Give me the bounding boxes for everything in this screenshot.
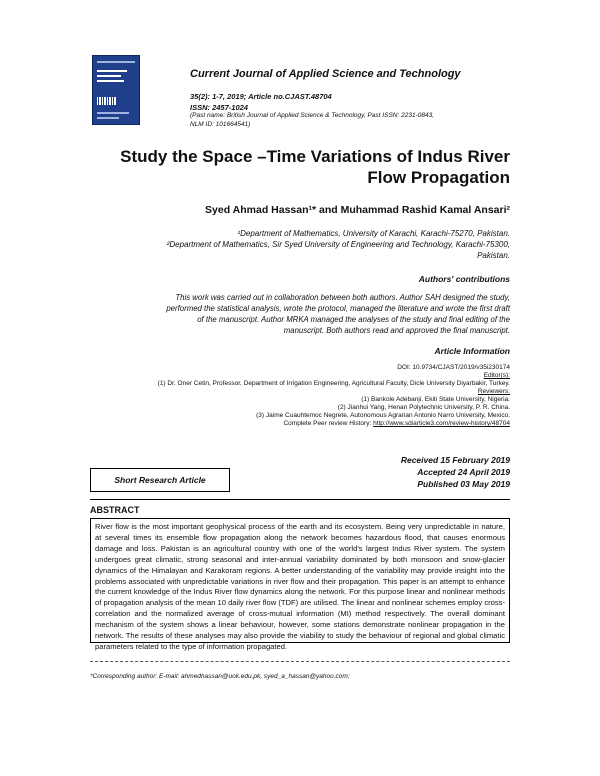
- journal-issn: ISSN: 2457-1024: [190, 103, 248, 112]
- contributions-line: manuscript. Both authors read and approved the final manuscript.: [283, 326, 510, 335]
- date-accepted: Accepted 24 April 2019: [417, 467, 510, 477]
- abstract-box: [90, 518, 510, 651]
- reviewer-2: (2) Jianhui Yang, Henan Polytechnic University, P. R. China.: [337, 404, 510, 411]
- abstract-text: River flow is the most important geophysical process of the earth and its ecosystem. Being very unpredictable in nature, at several times its ensemble flow propagation along the network becomes hazardous flood, that causes enormous damage and loss. Pakistan is an agricultural country with one of the world's largest Indus River system. The system undergoes great climatic, strong seasonal and inter-annual variability dominated by both monsoon and snow-glacier dynamics of the Himalayan and Karakoram regions. A better understanding of the variability may provide insight into the problems associated with unpredictable variations in river flow and their propagation. This paper is an attempt to enhance the current knowledge of the Indus River flow dynamics along the network. For this purpose linear and nonlinear methods of propagation analysis of the mean 10 daily river flow (TDF) are utilised. The linear and nonlinear schemes employ cross-correlation and the normalized average of cross-mutual information (MI) method respectively. The overall dominant mechanism of the system shows a linear behaviour, however, some stations demonstrate nonlinear propagation in the network. The results of these analyses may also provide the viability to study the behaviour of regional and global climatic parameters related to the type of information propagated.: [95, 522, 505, 651]
- editors-label-text: Editor(s):: [483, 372, 510, 379]
- affiliation-1: ¹Department of Mathematics, University of Karachi, Karachi-75270, Pakistan.: [237, 229, 510, 238]
- editor-1: (1) Dr. Oner Cetin, Professor, Department of Irrigation Engineering, Agricultural Faculty, Dicle University Diyarbakir, Turkey.: [157, 380, 510, 387]
- reviewers-label-text: Reviewers:: [477, 388, 510, 395]
- reviewers-label: [90, 388, 510, 396]
- journal-past-name: (Past name: British Journal of Applied Science & Technology, Past ISSN: 2231-0843,: [190, 112, 435, 119]
- affiliation-2: ²Department of Mathematics, Sir Syed University of Engineering and Technology, Karachi-75300,: [166, 240, 510, 249]
- contributions-line: of the manuscript. Author MRKA managed the analyses of the study and final editing of the: [197, 315, 510, 324]
- journal-cover-image: [92, 55, 140, 125]
- journal-nlm-id: NLM ID: 101664541): [190, 121, 251, 128]
- article-type-box: Short Research Article: [90, 468, 230, 492]
- journal-name: Current Journal of Applied Science and Technology: [190, 68, 461, 80]
- abstract-heading: ABSTRACT: [90, 505, 140, 515]
- contributions-line: performed the statistical analysis, wrote the protocol, managed the literature and wrote the first draft: [166, 304, 510, 313]
- peer-review-history: [90, 420, 510, 428]
- date-received: Received 15 February 2019: [400, 455, 510, 465]
- article-title-line-1: Study the Space –Time Variations of Indus River: [120, 147, 510, 166]
- article-info: [90, 364, 510, 428]
- article-title: [90, 146, 510, 188]
- doi: DOI: 10.9734/CJAST/2019/v35i230174: [397, 364, 510, 371]
- peer-review-link[interactable]: http://www.sdiarticle3.com/review-history/48704: [373, 420, 510, 427]
- journal-citation: 35(2): 1-7, 2019; Article no.CJAST.48704: [190, 92, 332, 101]
- article-authors: Syed Ahmad Hassan¹* and Muhammad Rashid Kamal Ansari²: [205, 204, 510, 216]
- article-title-line-2: Flow Propagation: [367, 168, 510, 187]
- peer-review-label: Complete Peer review History:: [283, 420, 374, 427]
- contributions-line: This work was carried out in collaboration between both authors. Author SAH designed the study,: [175, 293, 510, 302]
- reviewer-3: (3) Jaime Cuauhtemoc Negrete, Autonomous Agrarian Antonio Narro University, Mexico.: [256, 412, 510, 419]
- divider: [90, 499, 510, 500]
- contributions-heading: Authors' contributions: [418, 274, 510, 284]
- article-info-heading: Article Information: [434, 346, 510, 356]
- date-published: Published 03 May 2019: [417, 479, 510, 489]
- footnote-divider: [90, 661, 510, 662]
- corresponding-author-footnote: *Corresponding author: E-mail: ahmedhassan@uok.edu.pk, syed_a_hassan@yahoo.com;: [90, 673, 350, 680]
- contributions-text: [90, 292, 510, 336]
- reviewer-1: (1) Bankole Adebanji, Ekiti State University, Nigeria.: [361, 396, 510, 403]
- editors-label: [90, 372, 510, 380]
- affiliation-2-cont: Pakistan.: [477, 251, 510, 260]
